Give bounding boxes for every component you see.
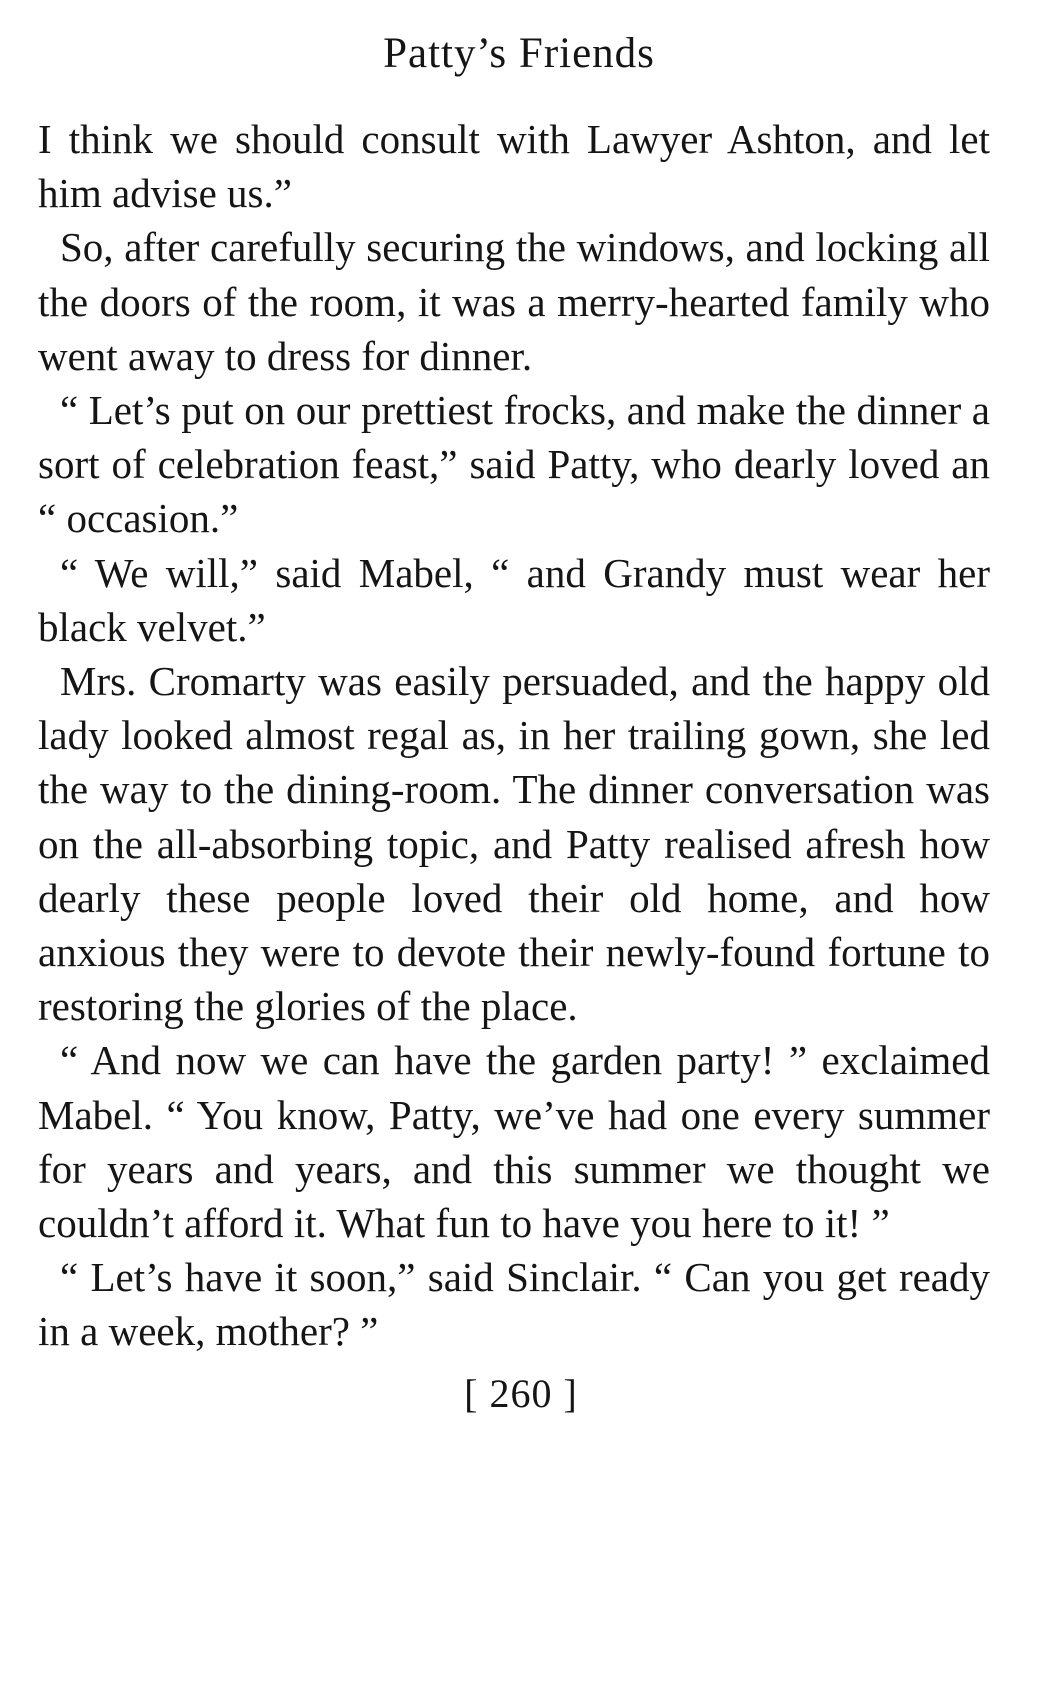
book-page	[38, 22, 990, 1421]
page-body	[38, 112, 990, 1359]
paragraph: “ Let’s put on our prettiest frocks, and make the dinner a sort of celebration feast,” said Patty, who dearly loved an “ occasion.”	[38, 387, 990, 542]
paragraph: “ We will,” said Mabel, “ and Grandy must wear her black velvet.”	[38, 549, 990, 650]
paragraph: I think we should consult with Lawyer Ashton, and let him advise us.”	[38, 116, 990, 217]
paragraph: “ And now we can have the garden party! ” exclaimed Mabel. “ You know, Patty, we’ve had one every summer for years and years, and this summer we thought we couldn’t afford it. What fun to have you here to it! ”	[38, 1037, 990, 1247]
running-title: Patty’s Friends	[383, 30, 655, 77]
paragraph: So, after carefully securing the windows, and locking all the doors of the room, it was a merry-hearted family who went away to dress for dinner.	[38, 224, 990, 379]
page-number: [ 260 ]	[464, 1370, 578, 1416]
paragraph: “ Let’s have it soon,” said Sinclair. “ Can you get ready in a week, mother? ”	[38, 1254, 990, 1355]
paragraph: Mrs. Cromarty was easily persuaded, and the happy old lady looked almost regal as, in her trailing gown, she led the way to the dining-room. The dinner conversation was on the all-absorbing topic, and Patty realised afresh how dearly these people loved their old home, and how anxious they were to devote their newly-found fortune to restoring the glories of the place.	[38, 658, 990, 1030]
